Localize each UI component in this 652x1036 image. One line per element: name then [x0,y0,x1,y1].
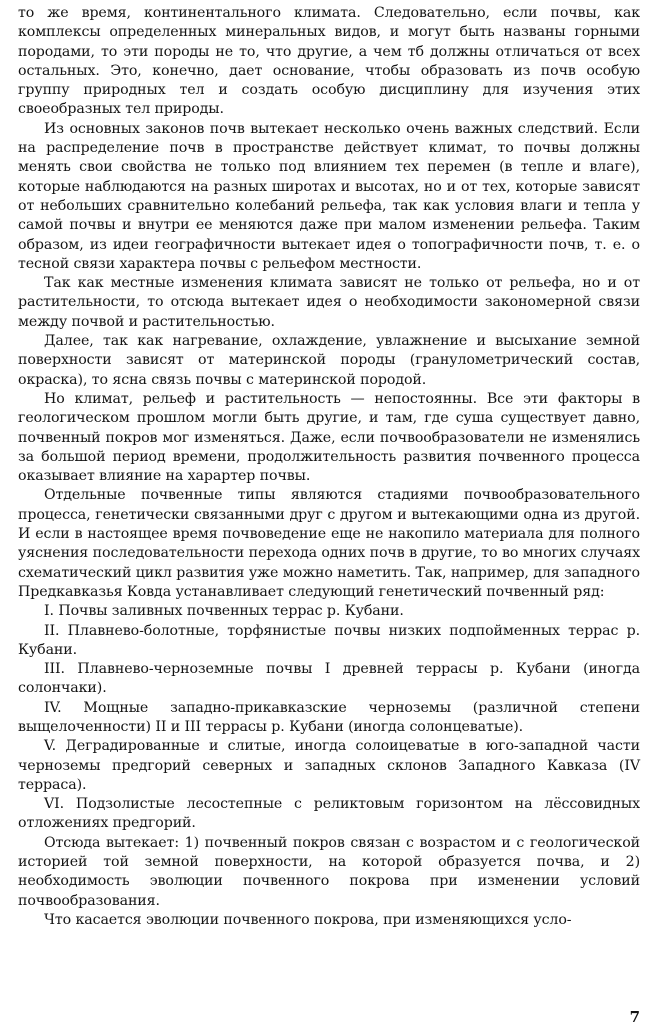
page-number: 7 [629,1008,640,1026]
list-item-3: III. Плавнево-черноземные почвы I древней террасы р. Кубани (иногда солончаки). [18,661,640,697]
paragraph-6: Отдельные почвенные типы являются стадиями почвообразовательного процесса, генетически связанными друг с другом и вытекающими одна из другой. И если в настоящее время почвоведение еще не накопило материала для полного уяснения последовательности перехода одних почв в другие, то во многих случаях схематический цикл развития уже можно наметить. Так, например, для западного Предкавказья Ковда устанавливает следующий генетический почвенный ряд: [18,487,640,600]
document-page [18,4,640,1030]
paragraph-3: Так как местные изменения климата зависят не только от рельефа, но и от растительности, то отсюда вытекает идея о необходимости закономерной связи между почвой и растительностью. [18,275,640,330]
paragraph-conclusion: Отсюда вытекает: 1) почвенный покров связан с возрастом и с геологической историей той земной поверхности, на которой образуется почва, и 2) необходимость эволюции почвенного покрова при изменении условий почвообразования. [18,834,640,909]
list-item-5: V. Деградированные и слитые, иногда солоицеватые в юго-западной части черноземы предгорий северных и западных склонов Западного Кавказа (IV терраса). [18,738,640,793]
list-item-2: II. Плавнево-болотные, торфянистые почвы низких подпойменных террас р. Кубани. [18,622,640,658]
paragraph-5: Но климат, рельеф и растительность — непостоянны. Все эти факторы в геологическом прошлом могли быть другие, и там, где суша существует давно, почвенный покров мог изменяться. Даже, если почвообразователи не изменялись за большой период времени, продолжительность развития почвенного процесса оказывает влияние на харартер почвы. [18,390,640,485]
paragraph-2: Из основных законов почв вытекает несколько очень важных следствий. Если на распределение почв в пространстве действует климат, то почвы должны менять свои свойства не только под влиянием тех перемен (в тепле и влаге), которые наблюдаются на разных широтах и высотах, но и от тех, которые зависят от небольших сравнительно колебаний рельефа, так как условия влаги и тепла у самой почвы и внутри ее меняются даже при малом изменении рельефа. Таким образом, из идеи географичности вытекает идея о топографичности почв, т. е. о тесной связи характера почвы с рельефом местности. [18,120,640,272]
paragraph-4: Далее, так как нагревание, охлаждение, увлажнение и высыхание земной поверхности зависят от материнской породы (гранулометрический состав, окраска), то ясна связь почвы с материнской породой. [18,333,640,388]
paragraph-final: Что касается эволюции почвенного покрова, при изменяющихся усло- [44,911,572,928]
paragraph-1: то же время, континентального климата. Следовательно, если почвы, как комплексы определенных минеральных видов, и могут быть названы горными породами, то эти породы не то, что другие, а чем тб должны отличаться от всех остальных. Это, конечно, дает основание, чтобы образовать из почв особую группу природных тел и создать особую дисциплину для изучения этих своеобразных тел природы. [18,5,640,118]
list-item-1: I. Почвы заливных почвенных террас р. Кубани. [44,603,404,620]
list-item-4: IV. Мощные западно-прикавказские черноземы (различной степени выщелоченности) II и III террасы р. Кубани (иногда солонцеватые). [18,699,640,735]
list-item-6: VI. Подзолистые лесостепные с реликтовым горизонтом на лёссовидных отложениях предгорий. [18,796,640,832]
